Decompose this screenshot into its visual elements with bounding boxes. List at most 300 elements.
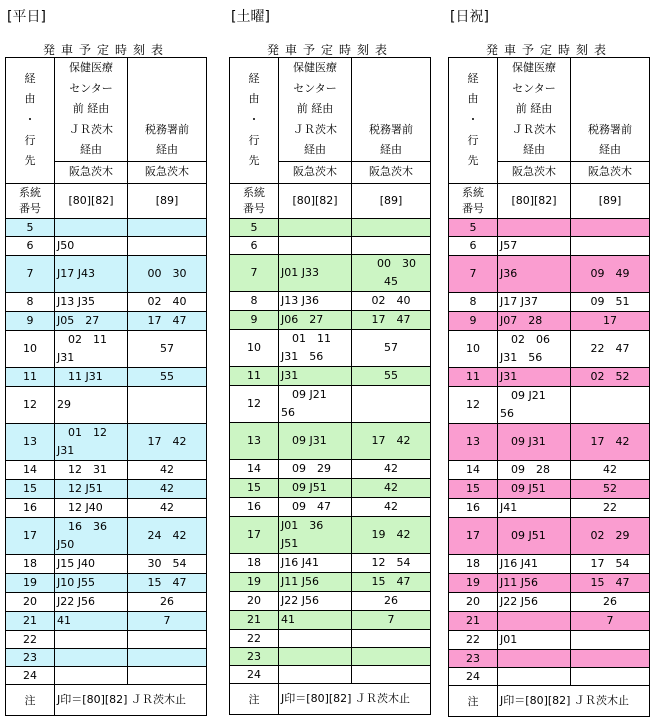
col2-departures [128,330,207,367]
hour-cell: 14 [449,460,498,479]
hour-row [449,498,650,517]
col2-route-line: 経由 [599,143,621,157]
hour-cell: 18 [230,553,279,572]
col1-departures [55,311,128,330]
col2-departures [571,218,650,236]
note-row [449,685,650,716]
departure-minutes: J22 J56 [500,594,539,608]
col2-departures [571,649,650,667]
departure-minutes: J01 [500,632,518,646]
col1-departures [498,517,571,554]
col1-departures [55,255,128,292]
departure-minutes: 17 47 [147,313,187,327]
departure-minutes: 02 06 [500,332,551,346]
departure-minutes: 17 [603,313,617,327]
departure-minutes: 02 40 [371,293,411,307]
hour-row [449,236,650,255]
hour-row [230,459,431,478]
departure-minutes: 16 36 [57,519,108,533]
departure-minutes: 00 30 [366,256,416,270]
col2-departures [571,630,650,649]
col1-departures [279,422,352,459]
hour-cell: 7 [449,255,498,292]
hour-row [6,386,207,423]
col1-departures [279,254,352,291]
col2-system-number: [89] [352,183,431,218]
departure-minutes: J11 J56 [500,575,539,589]
route-label-char: 経 [248,71,260,85]
hour-cell: 15 [6,479,55,498]
hour-row [6,423,207,460]
col2-departures [128,218,207,236]
hour-cell: 17 [449,517,498,554]
col2-route-line: 税務署前 [369,122,413,136]
hour-cell: 12 [230,385,279,422]
hour-row [449,386,650,423]
col2-departures [352,291,431,310]
hour-row [230,218,431,236]
hour-row [6,592,207,611]
col2-departures [128,611,207,630]
col1-departures [498,592,571,611]
col1-departures [279,610,352,629]
note-row [6,684,207,715]
col2-departures [571,423,650,460]
col2-departures [571,592,650,611]
departure-minutes: 09 J31 [500,434,546,448]
col2-departures [352,478,431,497]
col1-departures [498,218,571,236]
col1-departures [498,667,571,685]
hour-row [230,478,431,497]
departure-minutes: J01 36 [281,518,324,532]
departure-minutes: J13 J36 [281,293,320,307]
col1-destination: 阪急茨木 [279,161,351,183]
col2-departures [128,554,207,573]
departure-minutes: J07 28 [500,313,543,327]
hour-cell: 16 [230,497,279,516]
col2-route-cell [352,58,431,184]
note-text: J印＝[80][82] ＪＲ茨木止 [55,684,207,715]
hour-cell: 6 [230,236,279,254]
route-header-row [6,58,207,184]
hour-row [6,367,207,386]
hour-row [6,611,207,630]
departure-minutes: 26 [160,594,174,608]
col2-departures [571,367,650,386]
hour-cell: 11 [449,367,498,386]
departure-minutes: J31 [500,369,518,383]
timetable-title: 発車予定時刻表 [42,43,169,57]
hour-cell: 14 [230,459,279,478]
system-label-line: 系統 [19,185,42,199]
hour-row [6,330,207,367]
system-label-cell [6,183,55,218]
departure-minutes: J31 [57,443,75,457]
note-row [230,683,431,714]
col1-departures [279,647,352,665]
col2-departures [571,517,650,554]
departure-minutes: 09 47 [281,499,332,513]
departure-minutes: 17 42 [371,433,411,447]
col2-route-line: 経由 [156,143,178,157]
departure-minutes: 42 [384,461,398,475]
hour-row [449,667,650,685]
departure-minutes: 17 47 [371,312,411,326]
col1-departures [55,330,128,367]
col2-departures [352,236,431,254]
col1-departures [279,516,352,553]
col1-departures [55,498,128,517]
hour-row [6,648,207,666]
col2-route-line: 税務署前 [145,122,189,136]
note-text: J印＝[80][82] ＪＲ茨木止 [279,683,431,714]
departure-minutes: 42 [160,481,174,495]
departure-minutes: J11 J56 [281,574,320,588]
system-number-row [230,183,431,218]
hour-cell: 20 [230,591,279,610]
route-header-row [230,58,431,184]
col1-route-line: センター [293,81,337,95]
departure-minutes: 42 [384,480,398,494]
note-label: 注 [6,684,55,715]
departure-minutes: 42 [384,499,398,513]
departure-minutes: 09 49 [590,266,630,280]
col2-departures [352,459,431,478]
col1-departures [498,630,571,649]
hour-row [6,630,207,648]
col1-departures [498,330,571,367]
departure-minutes: 09 28 [500,462,551,476]
col2-departures [352,572,431,591]
hour-cell: 11 [6,367,55,386]
col2-destination: 阪急茨木 [571,161,649,183]
hour-row [230,647,431,665]
departure-minutes: J31 [57,350,75,364]
col2-departures [352,254,431,291]
day-type-title: [土曜] [231,9,270,25]
hour-cell: 8 [449,292,498,311]
departure-minutes: 55 [384,368,398,382]
hour-row [6,460,207,479]
col1-route-line: ＪＲ茨木 [69,122,114,136]
departure-minutes: 41 [57,613,72,627]
col2-departures [571,554,650,573]
col1-route-line: 保健医療 [293,61,338,74]
hour-cell: 17 [6,517,55,554]
departure-minutes: 09 J21 [281,387,327,401]
col1-route-cell [279,58,352,184]
col1-departures [498,460,571,479]
hour-row [449,330,650,367]
col1-destination: 阪急茨木 [55,161,127,183]
col2-departures [128,386,207,423]
hour-cell: 23 [6,648,55,666]
hour-cell: 22 [449,630,498,649]
col1-departures [55,648,128,666]
hour-cell: 18 [449,554,498,573]
col2-departures [571,498,650,517]
departure-minutes: J31 56 [281,349,324,363]
hour-cell: 18 [6,554,55,573]
route-label-char: 行 [248,133,260,147]
hour-row [449,630,650,649]
hour-row [230,629,431,647]
col1-route-line: センター [512,81,556,95]
col2-destination: 阪急茨木 [352,161,430,183]
hour-row [230,553,431,572]
hour-cell: 14 [6,460,55,479]
col1-destination: 阪急茨木 [498,161,570,183]
departure-minutes: 02 52 [590,369,630,383]
departure-minutes: 02 29 [590,528,630,542]
departure-minutes: 12 J51 [57,481,103,495]
col1-departures [279,310,352,329]
timetable-grid [448,57,650,717]
col1-departures [498,498,571,517]
departure-minutes: 22 [603,500,617,514]
hour-cell: 15 [230,478,279,497]
col1-departures [279,478,352,497]
departure-minutes: 01 11 [281,331,332,345]
hour-row [230,665,431,683]
col1-system-number: [80][82] [498,183,571,218]
timetable-title: 発車予定時刻表 [485,43,612,57]
departure-minutes: 45 [384,274,398,288]
col1-route-line: ＪＲ茨木 [293,122,338,136]
note-label: 注 [449,685,498,716]
col1-departures [55,236,128,255]
col2-route-cell [571,58,650,184]
departure-minutes: J17 J37 [500,294,539,308]
route-label-cell [6,58,55,184]
hour-row [230,572,431,591]
col2-departures [352,553,431,572]
departure-minutes: 15 47 [590,575,630,589]
col2-route-cell [128,58,207,184]
col2-departures [128,479,207,498]
col1-departures [498,554,571,573]
departure-minutes: 02 40 [147,294,187,308]
col1-departures [55,479,128,498]
col2-departures [352,629,431,647]
hour-row [449,554,650,573]
hour-cell: 21 [6,611,55,630]
col2-departures [128,423,207,460]
hour-row [449,573,650,592]
col2-departures [128,292,207,311]
col2-destination: 阪急茨木 [128,161,206,183]
hour-row [230,329,431,366]
col1-system-number: [80][82] [55,183,128,218]
departure-minutes: J16 J41 [281,555,320,569]
hour-cell: 7 [230,254,279,291]
departure-minutes: J36 [500,266,518,280]
hour-cell: 13 [449,423,498,460]
hour-cell: 10 [230,329,279,366]
col1-system-number: [80][82] [279,183,352,218]
col1-departures [498,236,571,255]
col1-departures [55,573,128,592]
hour-row [6,666,207,684]
col2-departures [128,460,207,479]
hour-cell: 13 [6,423,55,460]
departure-minutes: 09 J21 [500,388,546,402]
col1-route-cell [55,58,128,184]
col1-departures [279,329,352,366]
col1-route-cell [498,58,571,184]
system-label-line: 系統 [243,185,266,199]
col1-route-line: 経由 [304,143,327,157]
hour-cell: 5 [6,218,55,236]
col1-departures [55,666,128,684]
hour-cell: 13 [230,422,279,459]
hour-row [449,218,650,236]
departure-minutes: 26 [603,594,617,608]
col1-route-line: 保健医療 [69,61,114,74]
col1-route-line: 経由 [80,143,103,157]
departure-minutes: 09 51 [590,294,630,308]
col2-departures [128,648,207,666]
departure-minutes: 24 42 [147,528,187,542]
col2-departures [352,385,431,422]
col1-departures [498,573,571,592]
col2-departures [571,311,650,330]
col1-departures [279,218,352,236]
col1-departures [279,366,352,385]
timetable-grid [5,57,207,716]
hour-cell: 5 [449,218,498,236]
hour-cell: 19 [230,572,279,591]
route-label-char: ・ [248,112,260,126]
departure-minutes: J15 J40 [57,556,96,570]
note-label: 注 [230,683,279,714]
hour-cell: 12 [6,386,55,423]
departure-minutes: 17 42 [590,434,630,448]
col1-departures [498,292,571,311]
col1-route-line: 前 経由 [72,102,110,116]
col1-departures [55,218,128,236]
hour-cell: 10 [6,330,55,367]
col2-departures [571,255,650,292]
departure-minutes: 56 [500,406,515,420]
departure-minutes: 55 [160,369,174,383]
hour-cell: 20 [6,592,55,611]
col1-departures [498,611,571,630]
col1-departures [279,665,352,683]
hour-row [449,611,650,630]
col1-departures [55,292,128,311]
hour-row [230,236,431,254]
departure-minutes: J50 [57,537,75,551]
col2-departures [571,292,650,311]
departure-minutes: J01 J33 [281,265,320,279]
col1-departures [498,367,571,386]
col1-departures [498,479,571,498]
departure-minutes: J22 J56 [281,593,320,607]
col2-departures [128,311,207,330]
hour-cell: 6 [449,236,498,255]
col1-departures [279,236,352,254]
hour-row [449,367,650,386]
departure-minutes: 42 [160,462,174,476]
departure-minutes: 56 [281,405,296,419]
system-label-line: 番号 [19,201,42,215]
hour-row [6,498,207,517]
hour-cell: 22 [6,630,55,648]
departure-minutes: 22 47 [590,341,630,355]
departure-minutes: J05 27 [57,313,100,327]
departure-minutes: J57 [500,238,518,252]
system-number-row [449,183,650,218]
hour-cell: 19 [6,573,55,592]
col1-departures [498,649,571,667]
col1-route-line: センター [69,81,113,95]
hour-cell: 19 [449,573,498,592]
hour-row [449,592,650,611]
departure-minutes: 09 J51 [500,481,546,495]
departure-minutes: 09 J31 [281,433,327,447]
route-label-char: 先 [248,154,260,168]
departure-minutes: 19 42 [371,527,411,541]
departure-minutes: J50 [57,238,75,252]
hour-cell: 11 [230,366,279,385]
hour-row [6,236,207,255]
route-label-char: 先 [24,154,36,168]
col1-departures [279,553,352,572]
hour-row [449,255,650,292]
hour-cell: 22 [230,629,279,647]
route-label-char: 由 [24,92,36,106]
hour-row [230,422,431,459]
hour-cell: 17 [230,516,279,553]
col1-route-line: 前 経由 [515,102,553,116]
departure-minutes: 15 47 [371,574,411,588]
departure-minutes: 02 11 [57,332,108,346]
col2-departures [352,610,431,629]
departure-minutes: 42 [603,462,617,476]
departure-minutes: 12 31 [57,462,108,476]
hour-row [6,311,207,330]
hour-row [6,292,207,311]
departure-minutes: 12 J40 [57,500,103,514]
system-label-line: 番号 [462,201,485,215]
departure-minutes: J06 27 [281,312,324,326]
departure-minutes: 7 [163,613,171,627]
route-label-char: 先 [467,154,479,168]
departure-minutes: 52 [603,481,617,495]
hour-row [6,479,207,498]
hour-cell: 23 [230,647,279,665]
col2-system-number: [89] [128,183,207,218]
hour-cell: 10 [449,330,498,367]
departure-minutes: J22 J56 [57,594,96,608]
col2-departures [352,665,431,683]
departure-minutes: 09 J51 [500,528,546,542]
hour-row [449,460,650,479]
hour-cell: 5 [230,218,279,236]
departure-minutes: 57 [384,340,398,354]
hour-cell: 21 [449,611,498,630]
col2-departures [571,611,650,630]
departure-minutes: J13 J35 [57,294,96,308]
col1-departures [279,591,352,610]
col2-departures [352,422,431,459]
hour-row [6,517,207,554]
hour-row [230,291,431,310]
route-header-row [449,58,650,184]
hour-row [6,218,207,236]
